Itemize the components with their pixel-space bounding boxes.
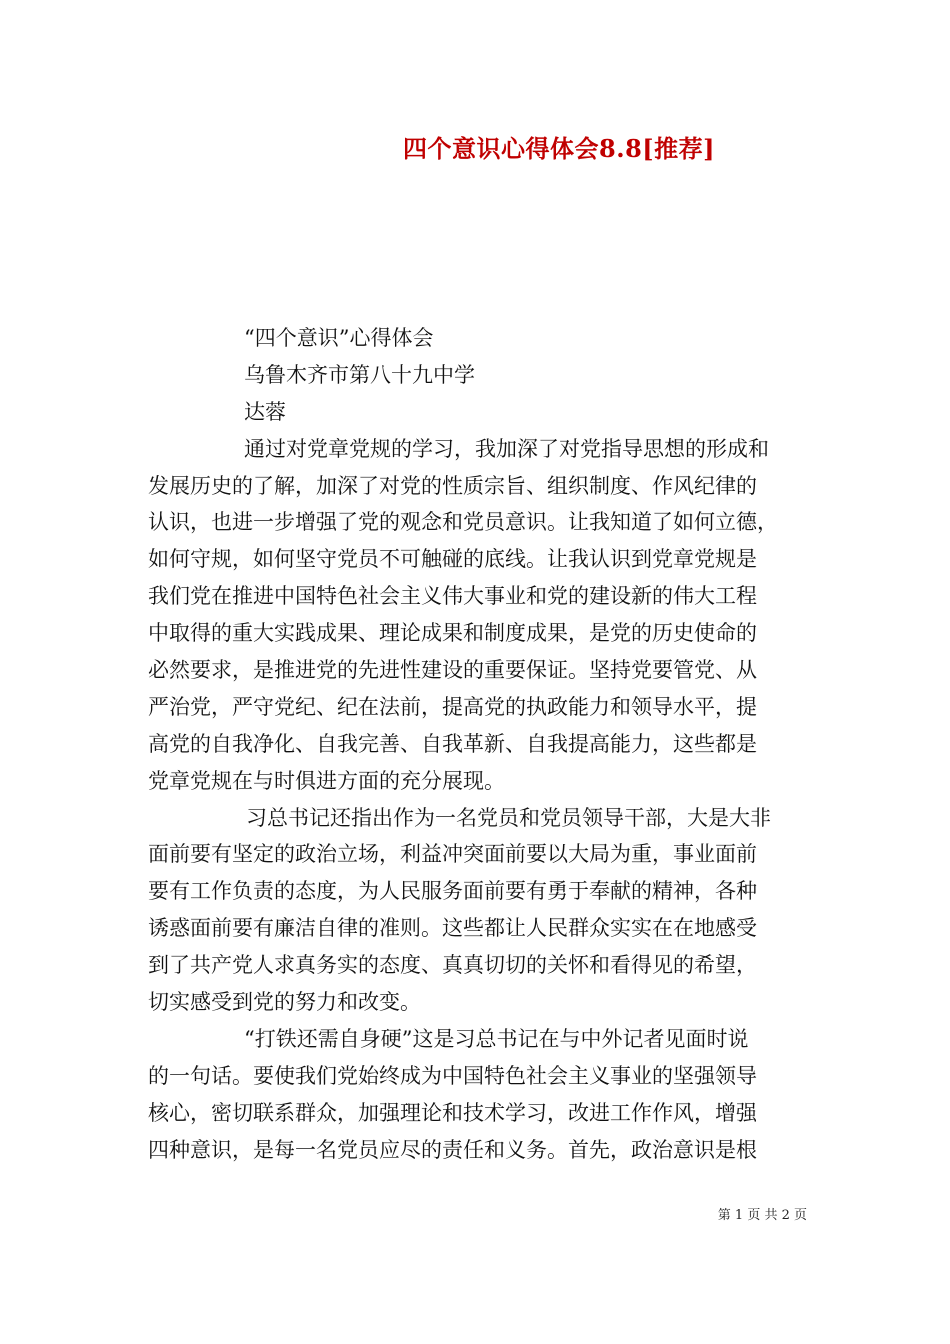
text-line: 发展历史的了解，加深了对党的性质宗旨、组织制度、作风纪律的 xyxy=(148,473,757,498)
text-line: 达蓉 xyxy=(244,399,286,424)
text-line: 乌鲁木齐市第八十九中学 xyxy=(244,362,475,387)
text-line: 切实感受到党的努力和改变。 xyxy=(148,990,421,1015)
text-line: 通过对党章党规的学习，我加深了对党指导思想的形成和 xyxy=(244,436,769,461)
text-line: 必然要求，是推进党的先进性建设的重要保证。坚持党要管党、从 xyxy=(148,658,757,683)
text-line: 认识，也进一步增强了党的观念和党员意识。让我知道了如何立德， xyxy=(148,510,778,535)
document-body xyxy=(148,320,808,1168)
text-line: 中取得的重大实践成果、理论成果和制度成果，是党的历史使命的 xyxy=(148,621,757,646)
text-line: 严治党，严守党纪、纪在法前，提高党的执政能力和领导水平，提 xyxy=(148,694,757,719)
text-line: 的一句话。要使我们党始终成为中国特色社会主义事业的坚强领导 xyxy=(148,1063,757,1088)
text-line: 我们党在推进中国特色社会主义伟大事业和党的建设新的伟大工程 xyxy=(148,584,757,609)
text-line: 面前要有坚定的政治立场，利益冲突面前要以大局为重，事业面前 xyxy=(148,842,757,867)
text-line: 核心，密切联系群众，加强理论和技术学习，改进工作作风，增强 xyxy=(148,1100,757,1125)
text-line: 到了共产党人求真务实的态度、真真切切的关怀和看得见的希望， xyxy=(148,953,757,978)
page-number: 第 1 页 共 2 页 xyxy=(717,1208,807,1223)
text-line: 诱惑面前要有廉洁自律的准则。这些都让人民群众实实在在地感受 xyxy=(148,916,757,941)
text-line: 党章党规在与时俱进方面的充分展现。 xyxy=(148,768,505,793)
text-line: 四种意识，是每一名党员应尽的责任和义务。首先，政治意识是根 xyxy=(148,1137,757,1162)
text-line: 高党的自我净化、自我完善、自我革新、自我提高能力，这些都是 xyxy=(148,731,757,756)
text-line: “打铁还需自身硬”这是习总书记在与中外记者见面时说 xyxy=(244,1026,749,1051)
text-line: 如何守规，如何坚守党员不可触碰的底线。让我认识到党章党规是 xyxy=(148,547,757,572)
text-line: 要有工作负责的态度，为人民服务面前要有勇于奉献的精神，各种 xyxy=(148,879,757,904)
document-title: 四个意识心得体会8.8[推荐] xyxy=(403,134,715,163)
text-line: 习总书记还指出作为一名党员和党员领导干部，大是大非 xyxy=(246,805,771,830)
text-line: “四个意识”心得体会 xyxy=(244,326,434,350)
